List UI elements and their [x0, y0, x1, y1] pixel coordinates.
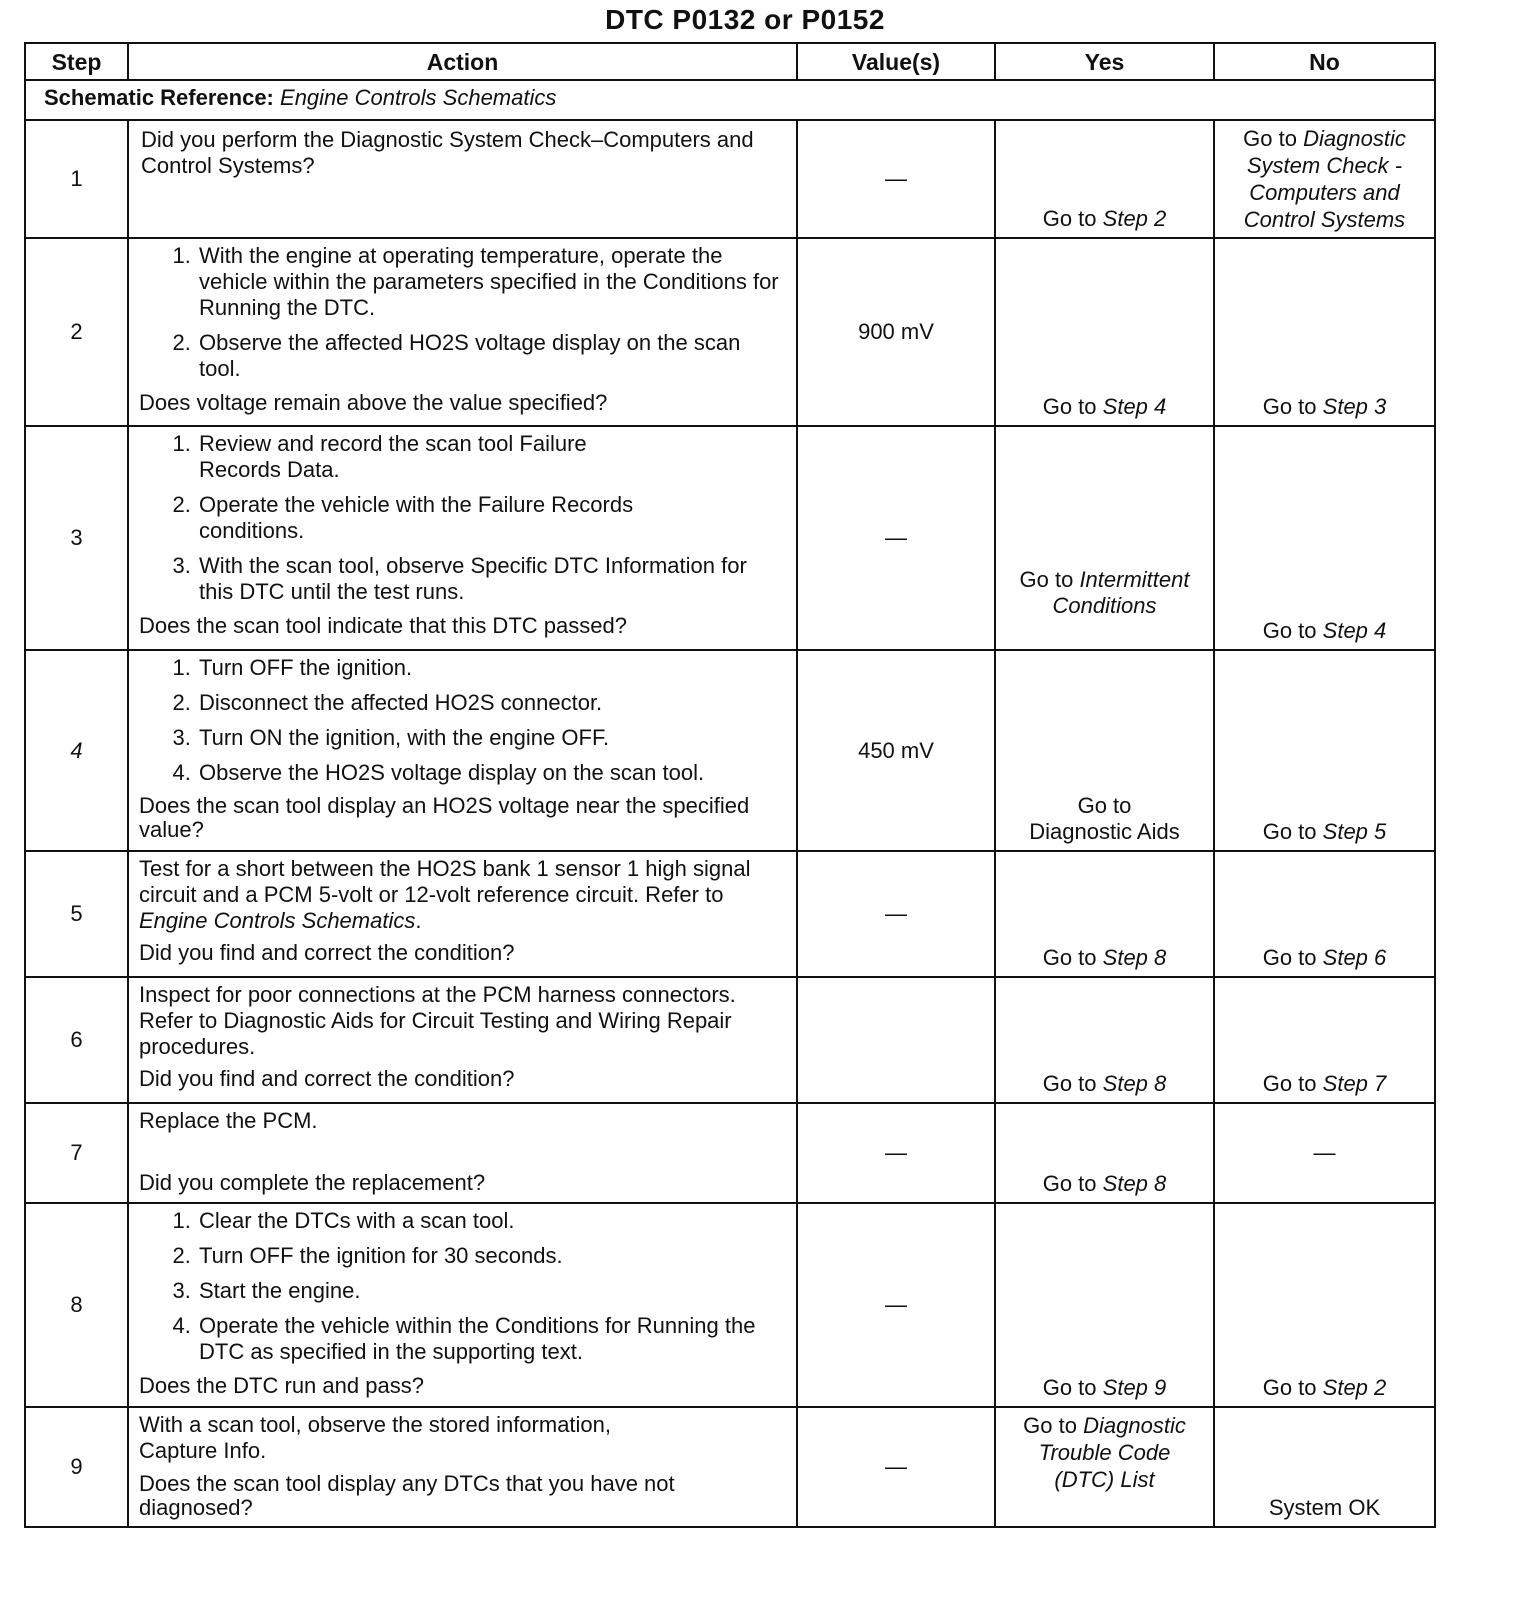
step-number: 5: [25, 851, 128, 977]
action-item: 2. Turn OFF the ignition for 30 seconds.: [197, 1243, 784, 1269]
no-prefix: Go to: [1262, 819, 1317, 844]
action-question: Did you find and correct the condition?: [139, 1066, 515, 1091]
action-text: Test for a short between the HO2S bank 1 sensor 1 high signal circuit and a PCM 5-volt or 12-volt reference circuit. Refer to Engine Controls Schematics.: [139, 856, 751, 933]
schematic-label: Schematic Reference:: [44, 85, 274, 110]
no-target: Step 6: [1322, 945, 1387, 970]
action-item: 2. Operate the vehicle with the Failure Records conditions.: [197, 492, 784, 544]
yes-prefix: Go to: [1042, 1375, 1097, 1400]
action-cell: [128, 426, 797, 650]
no-link[interactable]: System OK: [1268, 1495, 1381, 1520]
no-target: Step 7: [1322, 1071, 1387, 1096]
table-row: [25, 120, 1435, 238]
action-question: Does the scan tool indicate that this DTC passed?: [139, 613, 627, 638]
value-cell: —: [797, 1203, 995, 1407]
action-item: 1. Review and record the scan tool Failure Records Data.: [197, 431, 784, 483]
header-no: No: [1214, 43, 1435, 80]
no-prefix: Go to: [1262, 618, 1317, 643]
no-prefix: Go to: [1262, 945, 1317, 970]
step-number: 2: [25, 238, 128, 426]
yes-cell: [995, 650, 1214, 851]
no-cell: [1214, 650, 1435, 851]
value-cell: —: [797, 1103, 995, 1203]
action-cell: [128, 650, 797, 851]
no-cell: [1214, 120, 1435, 238]
action-cell: [128, 851, 797, 977]
action-cell: [128, 120, 797, 238]
no-cell: —: [1214, 1103, 1435, 1203]
yes-link[interactable]: [996, 1071, 1213, 1097]
header-step: Step: [25, 43, 128, 80]
table-row: [25, 1407, 1435, 1527]
yes-prefix: Go to: [1042, 945, 1097, 970]
table-row: [25, 238, 1435, 426]
action-item: 3. With the scan tool, observe Specific DTC Information for this DTC until the test runs.: [197, 553, 784, 605]
step-number: 7: [25, 1103, 128, 1203]
step-number: 8: [25, 1203, 128, 1407]
yes-prefix: Go to: [1042, 394, 1097, 419]
header-action: Action: [128, 43, 797, 80]
action-text: Replace the PCM.: [139, 1108, 318, 1133]
yes-cell: [995, 1407, 1214, 1527]
yes-prefix: Go to: [1023, 1413, 1077, 1438]
value-cell: —: [797, 120, 995, 238]
no-target: Step 3: [1322, 394, 1387, 419]
no-link[interactable]: [1215, 618, 1434, 644]
action-item: 1. Clear the DTCs with a scan tool.: [197, 1208, 784, 1234]
yes-prefix: Go to: [1042, 1171, 1097, 1196]
no-prefix: Go to: [1262, 1071, 1317, 1096]
action-text: Did you perform the Diagnostic System Check–Computers and Control Systems?: [141, 127, 754, 178]
yes-target: Intermittent Conditions: [1052, 567, 1190, 618]
action-item: 1. Turn OFF the ignition.: [197, 655, 784, 681]
action-list: [139, 243, 784, 382]
yes-cell: [995, 120, 1214, 238]
table-row: [25, 426, 1435, 650]
table-row: [25, 1103, 1435, 1203]
action-item: 2. Observe the affected HO2S voltage display on the scan tool.: [197, 330, 784, 382]
action-question: Does the scan tool display any DTCs that you have not diagnosed?: [139, 1471, 675, 1520]
yes-link[interactable]: [996, 1412, 1213, 1493]
yes-cell: [995, 977, 1214, 1103]
action-item: 1. With the engine at operating temperature, operate the vehicle within the parameters specified in the Conditions for Running the DTC.: [197, 243, 784, 321]
no-link[interactable]: [1215, 125, 1434, 233]
no-cell: [1214, 851, 1435, 977]
step-number: 1: [25, 120, 128, 238]
yes-cell: [995, 426, 1214, 650]
yes-link[interactable]: [996, 1375, 1213, 1401]
schematic-reference: [25, 80, 1435, 120]
yes-cell: [995, 1203, 1214, 1407]
table-row: [25, 650, 1435, 851]
yes-target: Step 4: [1102, 394, 1167, 419]
schematic-value: Engine Controls Schematics: [280, 85, 557, 110]
action-question: Does voltage remain above the value specified?: [139, 390, 608, 415]
no-cell: [1214, 977, 1435, 1103]
table-row: [25, 977, 1435, 1103]
diagnostic-table: [24, 42, 1436, 1528]
no-prefix: Go to: [1262, 394, 1317, 419]
header-yes: Yes: [995, 43, 1214, 80]
action-cell: [128, 1407, 797, 1527]
page-title: DTC P0132 or P0152: [605, 4, 885, 35]
action-item: 4. Operate the vehicle within the Conditions for Running the DTC as specified in the supporting text.: [197, 1313, 784, 1365]
value-cell: —: [797, 1407, 995, 1527]
step-number: 9: [25, 1407, 128, 1527]
yes-target: Step 8: [1102, 1071, 1167, 1096]
yes-target: Diagnostic Trouble Code (DTC) List: [1038, 1413, 1186, 1492]
no-target: Step 5: [1322, 819, 1387, 844]
step-number: 3: [25, 426, 128, 650]
yes-link[interactable]: Go to Diagnostic Aids: [1029, 793, 1180, 844]
value-cell: [797, 977, 995, 1103]
schematic-reference-row: [25, 80, 1435, 120]
no-prefix: Go to: [1243, 126, 1297, 151]
action-text-reference: Engine Controls Schematics: [139, 908, 416, 933]
no-link[interactable]: [1215, 394, 1434, 420]
action-item: 2. Disconnect the affected HO2S connector.: [197, 690, 784, 716]
action-item: 4. Observe the HO2S voltage display on the scan tool.: [197, 760, 784, 786]
value-cell: 450 mV: [797, 650, 995, 851]
action-item: 3. Turn ON the ignition, with the engine OFF.: [197, 725, 784, 751]
yes-prefix: Go to: [1042, 206, 1097, 231]
yes-cell: [995, 1103, 1214, 1203]
action-cell: [128, 1203, 797, 1407]
yes-target: Step 9: [1102, 1375, 1167, 1400]
yes-target: Step 8: [1102, 945, 1167, 970]
step-number: 4: [25, 650, 128, 851]
no-prefix: Go to: [1262, 1375, 1317, 1400]
no-cell: [1214, 1407, 1435, 1527]
action-text: Inspect for poor connections at the PCM harness connectors. Refer to Diagnostic Aids for Circuit Testing and Wiring Repair procedures.: [139, 982, 736, 1059]
yes-target: Step 2: [1102, 206, 1167, 231]
header-row: [25, 43, 1435, 80]
action-list: [139, 655, 784, 786]
yes-target: Step 8: [1102, 1171, 1167, 1196]
yes-link[interactable]: [996, 567, 1213, 619]
no-link[interactable]: [1215, 1071, 1434, 1097]
yes-cell: [995, 851, 1214, 977]
no-cell: [1214, 426, 1435, 650]
action-question: Did you complete the replacement?: [139, 1170, 486, 1195]
no-cell: [1214, 238, 1435, 426]
table-row: [25, 851, 1435, 977]
yes-prefix: Go to: [1042, 1071, 1097, 1096]
action-list: [139, 1208, 784, 1365]
no-target: Step 2: [1322, 1375, 1387, 1400]
value-cell: 900 mV: [797, 238, 995, 426]
action-text: With a scan tool, observe the stored information, Capture Info.: [139, 1412, 612, 1463]
action-item: 3. Start the engine.: [197, 1278, 784, 1304]
action-list: [139, 431, 784, 605]
action-question: Did you find and correct the condition?: [139, 940, 515, 965]
header-values: Value(s): [797, 43, 995, 80]
table-row: [25, 1203, 1435, 1407]
no-link[interactable]: [1215, 945, 1434, 971]
action-cell: [128, 977, 797, 1103]
no-target: Step 4: [1322, 618, 1387, 643]
yes-link[interactable]: [996, 394, 1213, 420]
action-question: Does the DTC run and pass?: [139, 1373, 424, 1398]
no-link[interactable]: [1215, 819, 1434, 845]
yes-link[interactable]: [996, 1171, 1213, 1197]
action-text-main: Test for a short between the HO2S bank 1 sensor 1 high signal circuit and a PCM 5-volt or 12-volt reference circuit. Refer to: [139, 856, 751, 907]
value-cell: —: [797, 426, 995, 650]
value-cell: —: [797, 851, 995, 977]
step-number: 6: [25, 977, 128, 1103]
yes-link[interactable]: [996, 206, 1213, 232]
no-cell: [1214, 1203, 1435, 1407]
action-cell: [128, 1103, 797, 1203]
no-target: Diagnostic System Check - Computers and Control Systems: [1243, 126, 1406, 232]
action-cell: [128, 238, 797, 426]
yes-link[interactable]: [996, 945, 1213, 971]
yes-prefix: Go to: [1019, 567, 1074, 592]
action-question: Does the scan tool display an HO2S voltage near the specified value?: [139, 793, 750, 842]
no-link[interactable]: [1215, 1375, 1434, 1401]
yes-cell: [995, 238, 1214, 426]
